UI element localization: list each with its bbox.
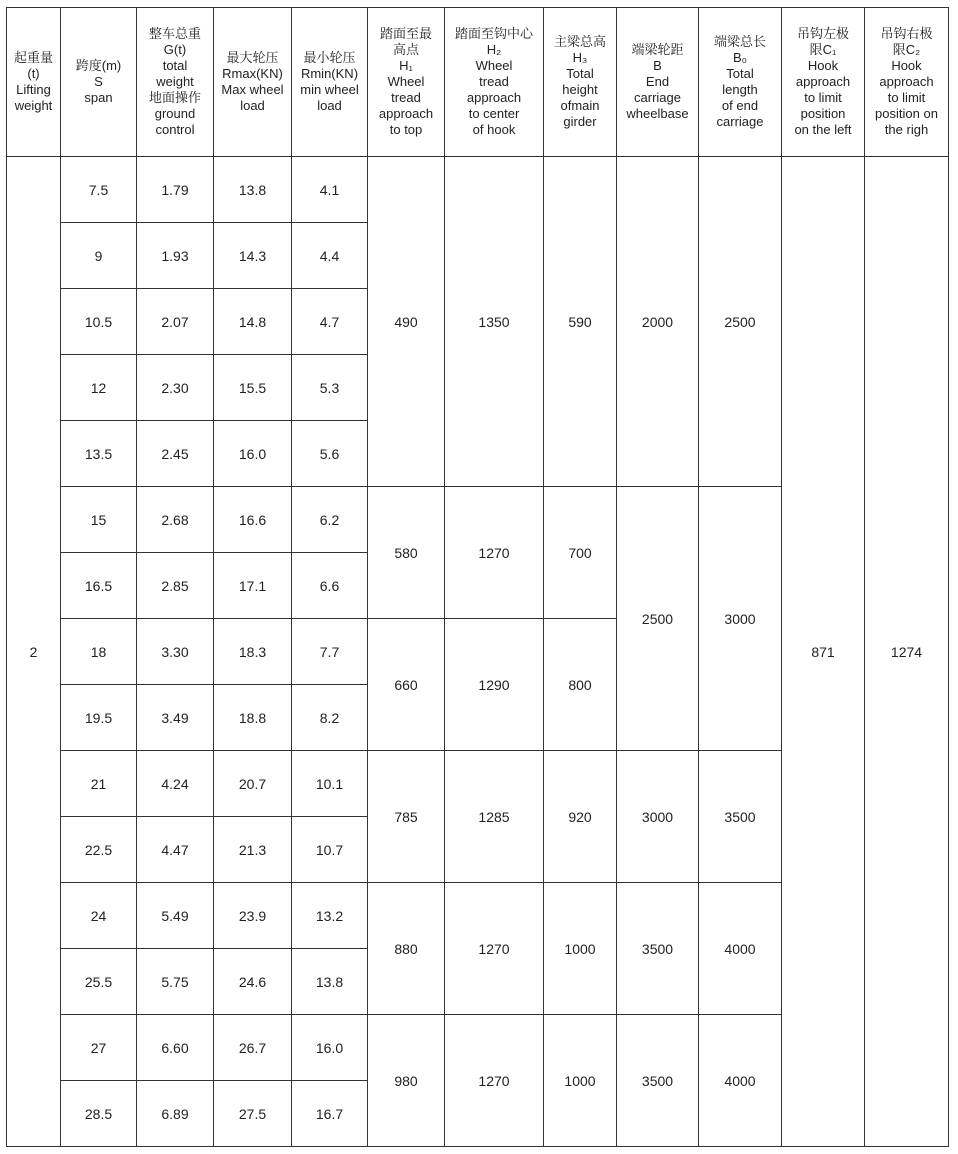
min-wheel-load-cell: 8.2 [292, 685, 368, 751]
h2-cell: 1350 [445, 157, 544, 487]
header-line: to center [468, 106, 520, 121]
span-cell: 7.5 [61, 157, 137, 223]
header-lifting-weight [7, 8, 61, 157]
header-line: approach [466, 90, 522, 105]
total-weight-cell: 4.24 [137, 751, 214, 817]
total-weight-cell: 2.45 [137, 421, 214, 487]
header-line: Wheel [387, 74, 425, 89]
total-weight-cell: 4.47 [137, 817, 214, 883]
header-line: approach [795, 74, 851, 89]
header-line: 地面操作 [148, 90, 201, 105]
min-wheel-load-cell: 13.2 [292, 883, 368, 949]
header-line: 主梁总高 [553, 34, 606, 49]
header-line: span [84, 90, 113, 105]
max-wheel-load-cell: 15.5 [214, 355, 292, 421]
header-min-wheel-load [292, 8, 368, 157]
carriage-length-cell: 3500 [699, 751, 782, 883]
header-hook-right-limit [865, 8, 949, 157]
header-line: wheelbase [626, 106, 689, 121]
total-weight-cell: 2.85 [137, 553, 214, 619]
h1-cell: 785 [368, 751, 445, 883]
header-line: H₂ [486, 42, 502, 57]
header-line: to limit [804, 90, 842, 105]
span-cell: 12 [61, 355, 137, 421]
max-wheel-load-cell: 24.6 [214, 949, 292, 1015]
header-line: Hook [891, 58, 922, 73]
h2-cell: 1270 [445, 883, 544, 1015]
carriage-length-cell: 4000 [699, 1015, 782, 1147]
header-line: Total [566, 66, 594, 81]
lifting-weight-cell: 2 [7, 157, 61, 1147]
header-line: control [155, 122, 195, 137]
header-line: weight [14, 98, 53, 113]
min-wheel-load-cell: 16.0 [292, 1015, 368, 1081]
h3-cell: 700 [544, 487, 617, 619]
max-wheel-load-cell: 14.8 [214, 289, 292, 355]
wheelbase-cell: 3000 [617, 751, 699, 883]
min-wheel-load-cell: 4.1 [292, 157, 368, 223]
min-wheel-load-cell: 5.3 [292, 355, 368, 421]
h2-cell: 1270 [445, 487, 544, 619]
min-wheel-load-cell: 6.2 [292, 487, 368, 553]
header-line: Total [726, 66, 754, 81]
h3-cell: 1000 [544, 883, 617, 1015]
span-cell: 24 [61, 883, 137, 949]
span-cell: 18 [61, 619, 137, 685]
max-wheel-load-cell: 18.3 [214, 619, 292, 685]
header-line: 限C₁ [809, 42, 837, 57]
h1-cell: 660 [368, 619, 445, 751]
span-cell: 16.5 [61, 553, 137, 619]
header-line: 整车总重 [148, 26, 201, 41]
header-line: B₀ [732, 50, 748, 65]
header-line: End [645, 74, 670, 89]
header-line: weight [156, 74, 194, 89]
h2-cell: 1290 [445, 619, 544, 751]
header-line: G(t) [163, 42, 187, 57]
header-h3 [544, 8, 617, 157]
header-line: carriage [634, 90, 681, 105]
max-wheel-load-cell: 17.1 [214, 553, 292, 619]
min-wheel-load-cell: 4.7 [292, 289, 368, 355]
header-h2 [445, 8, 544, 157]
min-wheel-load-cell: 6.6 [292, 553, 368, 619]
total-weight-cell: 5.75 [137, 949, 214, 1015]
header-line: 吊钩右极 [880, 26, 933, 41]
header-end-carriage-length [699, 8, 782, 157]
header-line: length [722, 82, 758, 97]
hook-right-cell: 1274 [865, 157, 949, 1147]
header-end-carriage-wheelbase [617, 8, 699, 157]
header-line: ofmain [560, 98, 600, 113]
h3-cell: 590 [544, 157, 617, 487]
max-wheel-load-cell: 27.5 [214, 1081, 292, 1147]
header-line: 高点 [392, 42, 419, 57]
span-cell: 19.5 [61, 685, 137, 751]
header-line: Wheel [475, 58, 513, 73]
max-wheel-load-cell: 26.7 [214, 1015, 292, 1081]
header-line: B [653, 58, 662, 73]
carriage-length-cell: 3000 [699, 487, 782, 751]
min-wheel-load-cell: 13.8 [292, 949, 368, 1015]
carriage-length-cell: 2500 [699, 157, 782, 487]
h2-cell: 1270 [445, 1015, 544, 1147]
header-line: Rmax(KN) [222, 66, 283, 81]
header-line: height [562, 82, 598, 97]
header-line: on the left [794, 122, 852, 137]
hook-left-cell: 871 [782, 157, 865, 1147]
min-wheel-load-cell: 5.6 [292, 421, 368, 487]
header-line: of end [721, 98, 759, 113]
total-weight-cell: 6.60 [137, 1015, 214, 1081]
header-line: Hook [807, 58, 839, 73]
header-line: tread [479, 74, 509, 89]
header-line: load [240, 98, 265, 113]
header-line: to limit [887, 90, 926, 105]
total-weight-cell: 2.30 [137, 355, 214, 421]
header-line: to top [389, 122, 423, 137]
span-cell: 25.5 [61, 949, 137, 1015]
span-cell: 9 [61, 223, 137, 289]
header-line: position [800, 106, 846, 121]
header-h1 [368, 8, 445, 157]
header-line: position on [875, 106, 938, 121]
header-line: 最大轮压 [226, 50, 279, 65]
max-wheel-load-cell: 18.8 [214, 685, 292, 751]
total-weight-cell: 3.49 [137, 685, 214, 751]
total-weight-cell: 3.30 [137, 619, 214, 685]
header-line: carriage [716, 114, 764, 129]
min-wheel-load-cell: 10.1 [292, 751, 368, 817]
header-line: 起重量 [13, 50, 53, 65]
total-weight-cell: 1.93 [137, 223, 214, 289]
h3-cell: 920 [544, 751, 617, 883]
header-line: of hook [472, 122, 516, 137]
header-line: 限C₂ [892, 42, 921, 57]
max-wheel-load-cell: 16.0 [214, 421, 292, 487]
max-wheel-load-cell: 13.8 [214, 157, 292, 223]
span-cell: 28.5 [61, 1081, 137, 1147]
min-wheel-load-cell: 16.7 [292, 1081, 368, 1147]
header-row [7, 8, 949, 157]
header-line: min wheel [300, 82, 359, 97]
header-line: Lifting [16, 82, 51, 97]
span-cell: 10.5 [61, 289, 137, 355]
total-weight-cell: 5.49 [137, 883, 214, 949]
header-span [61, 8, 137, 157]
header-line: H₃ [572, 50, 588, 65]
header-hook-left-limit [782, 8, 865, 157]
span-cell: 15 [61, 487, 137, 553]
min-wheel-load-cell: 7.7 [292, 619, 368, 685]
header-line: load [317, 98, 342, 113]
span-cell: 13.5 [61, 421, 137, 487]
h3-cell: 800 [544, 619, 617, 751]
span-cell: 21 [61, 751, 137, 817]
header-line: 端梁总长 [713, 34, 766, 49]
header-line: 踏面至钩中心 [454, 26, 533, 41]
max-wheel-load-cell: 16.6 [214, 487, 292, 553]
header-line: S [94, 74, 103, 89]
wheelbase-cell: 2500 [617, 487, 699, 751]
h1-cell: 980 [368, 1015, 445, 1147]
header-line: approach [879, 74, 934, 89]
total-weight-cell: 2.68 [137, 487, 214, 553]
h3-cell: 1000 [544, 1015, 617, 1147]
crane-spec-table [6, 7, 949, 1147]
header-line: ground [154, 106, 196, 121]
h2-cell: 1285 [445, 751, 544, 883]
header-line: H₁ [399, 58, 413, 73]
h1-cell: 490 [368, 157, 445, 487]
max-wheel-load-cell: 23.9 [214, 883, 292, 949]
header-line: the righ [884, 122, 929, 137]
span-cell: 22.5 [61, 817, 137, 883]
header-line: Rmin(KN) [300, 66, 359, 81]
total-weight-cell: 1.79 [137, 157, 214, 223]
header-line: girder [563, 114, 597, 129]
span-cell: 27 [61, 1015, 137, 1081]
header-line: Max wheel [221, 82, 284, 97]
header-line: total [162, 58, 188, 73]
total-weight-cell: 2.07 [137, 289, 214, 355]
min-wheel-load-cell: 4.4 [292, 223, 368, 289]
max-wheel-load-cell: 20.7 [214, 751, 292, 817]
header-line: 吊钩左极 [796, 26, 849, 41]
wheelbase-cell: 2000 [617, 157, 699, 487]
table-row [7, 157, 949, 223]
wheelbase-cell: 3500 [617, 1015, 699, 1147]
max-wheel-load-cell: 14.3 [214, 223, 292, 289]
header-line: 最小轮压 [303, 50, 356, 65]
header-line: (t) [27, 66, 40, 81]
total-weight-cell: 6.89 [137, 1081, 214, 1147]
header-line: 跨度(m) [75, 58, 122, 73]
header-max-wheel-load [214, 8, 292, 157]
h1-cell: 880 [368, 883, 445, 1015]
header-line: 端梁轮距 [631, 42, 684, 57]
max-wheel-load-cell: 21.3 [214, 817, 292, 883]
header-total-weight [137, 8, 214, 157]
carriage-length-cell: 4000 [699, 883, 782, 1015]
h1-cell: 580 [368, 487, 445, 619]
header-line: approach [378, 106, 434, 121]
min-wheel-load-cell: 10.7 [292, 817, 368, 883]
header-line: 踏面至最 [379, 26, 432, 41]
wheelbase-cell: 3500 [617, 883, 699, 1015]
header-line: tread [391, 90, 421, 105]
